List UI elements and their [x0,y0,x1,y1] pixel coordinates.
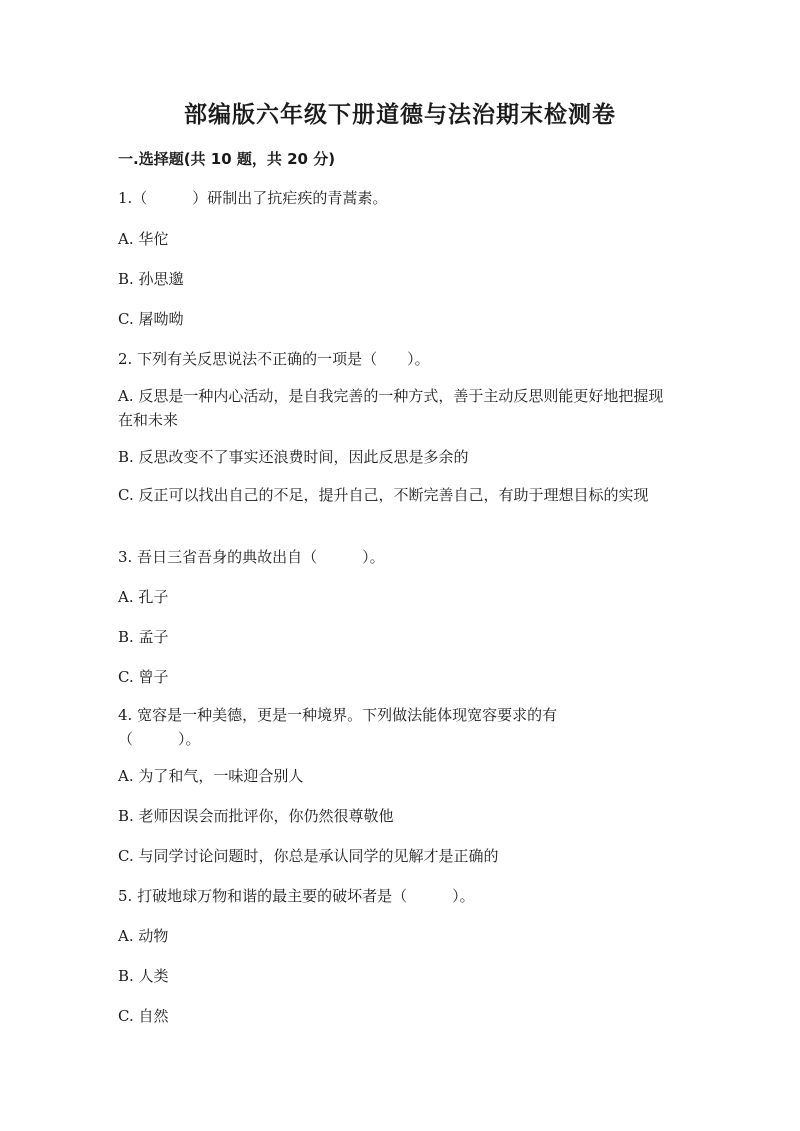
section-heading: 一.选择题(共 10 题，共 20 分) [118,150,336,168]
question-4-option-a: A. 为了和气，一味迎合别人 [118,767,304,785]
question-5-option-c: C. 自然 [118,1007,169,1025]
question-1-option-a: A. 华佗 [118,230,169,248]
question-1-stem: 1.（ ）研制出了抗疟疾的青蒿素。 [118,189,388,207]
question-4-stem: 4. 宽容是一种美德，更是一种境界。下列做法能体现宽容要求的有（ ）。 [118,706,558,748]
question-3-option-c: C. 曾子 [118,668,169,686]
question-5-stem: 5. 打破地球万物和谐的最主要的破坏者是（ ）。 [118,887,475,905]
document-title: 部编版六年级下册道德与法治期末检测卷 [184,102,616,128]
question-3-option-a: A. 孔子 [118,588,169,606]
question-3-stem: 3. 吾日三省吾身的典故出自（ ）。 [118,548,385,566]
question-1-option-c: C. 屠呦呦 [118,310,184,328]
question-2-option-a: A. 反思是一种内心活动，是自我完善的一种方式，善于主动反思则能更好地把握现在和未来 [118,387,664,429]
question-3-option-b: B. 孟子 [118,628,169,646]
question-4-option-b: B. 老师因误会而批评你，你仍然很尊敬他 [118,807,394,825]
question-2-option-c: C. 反正可以找出自己的不足，提升自己，不断完善自己，有助于理想目标的实现 [118,486,649,504]
question-5-option-b: B. 人类 [118,967,169,985]
question-2-stem: 2. 下列有关反思说法不正确的一项是（ ）。 [118,350,430,368]
question-4-option-c: C. 与同学讨论问题时，你总是承认同学的见解才是正确的 [118,847,499,865]
question-1-option-b: B. 孙思邈 [118,270,184,288]
question-2-option-b: B. 反思改变不了事实还浪费时间，因此反思是多余的 [118,448,469,466]
question-5-option-a: A. 动物 [118,927,169,945]
